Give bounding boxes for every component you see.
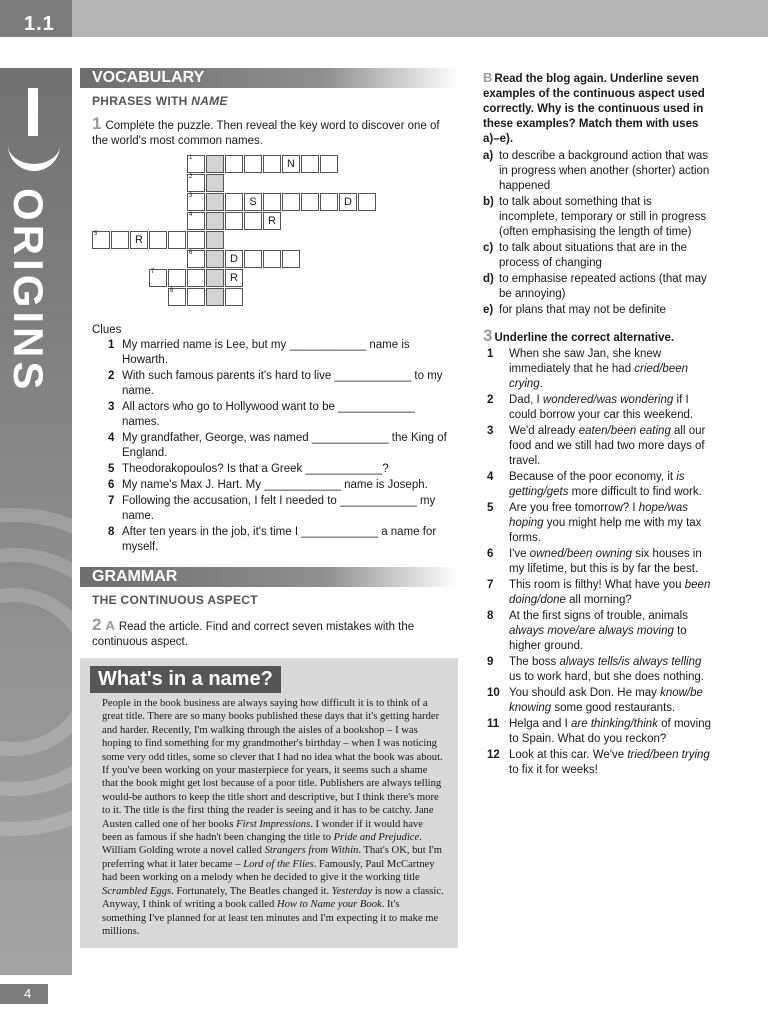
clue-number: 4 <box>189 212 193 218</box>
alternatives[interactable]: wondered/was wondering <box>542 394 674 406</box>
item-text: We'd already eaten/been eating all our food and we still had two more days of travel. <box>509 425 706 467</box>
puzzle-cell <box>168 231 186 249</box>
clue-number: 3 <box>189 193 193 199</box>
puzzle-cell <box>225 250 243 268</box>
given-letter: D <box>230 253 238 265</box>
use-letter: c) <box>483 242 494 254</box>
puzzle-cell <box>282 155 300 173</box>
puzzle-cell <box>263 212 281 230</box>
exercise-3-item <box>483 501 713 546</box>
use-letter: b) <box>483 196 494 208</box>
given-letter: R <box>135 234 143 246</box>
puzzle-cell <box>263 193 281 211</box>
item-text: This room is filthy! What have you been doing/done all morning? <box>509 579 711 606</box>
clue-number: 1 <box>189 155 193 161</box>
use-item <box>483 241 713 271</box>
grammar-subheading: THE CONTINUOUS ASPECT <box>92 593 258 607</box>
item-number: 8 <box>487 610 494 622</box>
alternatives[interactable]: tried/been trying <box>627 749 710 761</box>
item-number: 5 <box>487 502 494 514</box>
left-column <box>80 68 458 948</box>
key-word-cell <box>206 269 224 287</box>
article-title: What's in a name? <box>90 666 281 693</box>
key-word-cell <box>206 155 224 173</box>
crossword-puzzle <box>80 155 458 312</box>
item-number: 4 <box>487 471 494 483</box>
use-item <box>483 272 713 302</box>
item-number: 7 <box>487 579 494 591</box>
alternatives[interactable]: been doing/done <box>509 579 711 606</box>
puzzle-cell <box>320 155 338 173</box>
clue-text: Theodorakopoulos? Is that a Greek ____________? <box>122 463 389 475</box>
puzzle-cell <box>244 212 262 230</box>
key-word-cell <box>206 250 224 268</box>
clue-item <box>108 462 458 477</box>
clue-item <box>108 478 458 493</box>
item-text: At the first signs of trouble, animals always move/are always moving to higher ground. <box>509 610 688 652</box>
puzzle-cell <box>168 288 186 306</box>
article-box <box>80 658 458 948</box>
clue-number: 5 <box>108 463 115 475</box>
puzzle-cell <box>187 193 205 211</box>
exercise-3-instruction: 3 Underline the correct alternative. <box>483 326 675 345</box>
puzzle-cell <box>263 155 281 173</box>
clue-number: 7 <box>108 495 115 507</box>
exercise-3-item <box>483 393 713 423</box>
clue-number: 6 <box>189 250 193 256</box>
clue-number: 6 <box>108 479 115 491</box>
exercise-2a-instruction: 2 A Read the article. Find and correct seven mistakes with the continuous aspect. <box>92 615 415 648</box>
clue-number: 8 <box>170 288 174 294</box>
item-number: 1 <box>487 348 494 360</box>
vocabulary-subheading: PHRASES WITH NAME <box>92 94 228 108</box>
puzzle-cell <box>320 193 338 211</box>
given-letter: R <box>268 215 276 227</box>
clue-number: 7 <box>151 269 155 275</box>
clue-text: My grandfather, George, was named ____________ the King of England. <box>122 432 447 459</box>
article-body: People in the book business are always saying how difficult it is to think of a great title. There are so many books published these days that it's getting harder and harder. Recently, I'm walking through the aisles of a bookshop – I was hoping to find something for my grandmother's birthday – when I was noticing some very odd titles, some so clever that I had no idea what the book was about. If you've been working on your masterpiece for years, it seems such a shame that the book might get lost because of a poor title. Publishers are always telling would-be authors to keep the title short and descriptive, but I think there's more to it. The title is the first thing the reader is seeing and it has to be catchy. Jane Austen called one of her books First Impressions. I wonder if it would have been as famous if she hadn't been changing the title to Pride and Prejudice. William Golding wrote a novel called Strangers from Within. That's OK, but I'm preferring what it later became – Lord of the Flies. Famously, Paul McCartney had been working on a melody when he decided to give it the working title Scrambled Eggs. Fortunately, The Beatles changed it. Yesterday is now a classic. Anyway, I think of writing a book called How to Name your Book. It's something I've planned for at least ten minutes and I'm expecting it to make me millions. <box>102 698 444 937</box>
clues-list <box>80 338 458 555</box>
exercise-1-instruction: 1 Complete the puzzle. Then reveal the key word to discover one of the world's most common names. <box>92 114 440 147</box>
clues-title: Clues <box>92 324 122 336</box>
alternatives[interactable]: are thinking/think <box>571 718 658 730</box>
use-item <box>483 303 713 318</box>
given-letter: N <box>287 158 295 170</box>
item-number: 9 <box>487 656 494 668</box>
item-text: Are you free tomorrow? I hope/was hoping you might help me with my tax forms. <box>509 502 702 544</box>
unit-label: 1.1 <box>24 13 55 35</box>
clue-item <box>108 400 458 430</box>
puzzle-cell <box>187 288 205 306</box>
clue-text: After ten years in the job, it's time I ____________ a name for myself. <box>122 526 437 553</box>
puzzle-cell <box>187 155 205 173</box>
clue-text: Following the accusation, I felt I needed to ____________ my name. <box>122 495 436 522</box>
item-number: 2 <box>487 394 494 406</box>
puzzle-cell <box>187 269 205 287</box>
clue-number: 2 <box>108 370 115 382</box>
puzzle-cell <box>168 269 186 287</box>
puzzle-cell <box>244 250 262 268</box>
unit-title: ORIGINS <box>5 188 52 394</box>
use-letter: e) <box>483 304 494 316</box>
clue-item <box>108 431 458 461</box>
vocabulary-heading: VOCABULARY <box>80 68 458 88</box>
puzzle-cell <box>187 231 205 249</box>
use-text: to talk about something that is incomplete, temporary or still in progress (often emphasising the length of time) <box>499 196 707 238</box>
exercise-3-item <box>483 470 713 500</box>
clue-text: All actors who go to Hollywood want to be ____________ names. <box>122 401 415 428</box>
clue-item <box>108 525 458 555</box>
item-text: Dad, I wondered/was wondering if I could borrow your car this weekend. <box>509 394 694 421</box>
use-item <box>483 195 713 240</box>
clue-number: 5 <box>94 231 98 237</box>
alternatives[interactable]: always tells/is always telling <box>559 656 702 668</box>
puzzle-cell <box>111 231 129 249</box>
puzzle-cell <box>225 155 243 173</box>
alternatives[interactable]: owned/been owning <box>529 548 633 560</box>
item-text: Look at this car. We've tried/been trying to fix it for weeks! <box>509 749 710 776</box>
alternatives[interactable]: is getting/gets <box>509 471 685 498</box>
decorative-ring <box>0 588 72 756</box>
right-column <box>483 70 713 778</box>
exercise-3-item <box>483 547 713 577</box>
uses-list <box>483 149 713 318</box>
puzzle-cell <box>225 193 243 211</box>
puzzle-cell <box>130 231 148 249</box>
puzzle-cell <box>225 212 243 230</box>
clue-number: 2 <box>189 174 193 180</box>
puzzle-cell <box>282 250 300 268</box>
alternatives[interactable]: cried/been crying <box>509 363 689 390</box>
item-number: 11 <box>487 718 500 730</box>
item-text: You should ask Don. He may know/be knowing some good restaurants. <box>509 687 703 714</box>
item-text: When she saw Jan, she knew immediately that he had cried/been crying. <box>509 348 689 390</box>
item-number: 12 <box>487 749 500 761</box>
use-text: to emphasise repeated actions (that may be annoying) <box>499 273 707 300</box>
puzzle-cell <box>225 288 243 306</box>
top-bar <box>0 0 768 37</box>
clue-text: With such famous parents it's hard to live ____________ to my name. <box>122 370 443 397</box>
item-text: The boss always tells/is always telling us to work hard, but she does nothing. <box>509 656 704 683</box>
unit-tab <box>0 0 72 37</box>
alternatives[interactable]: know/be knowing <box>509 687 703 714</box>
item-text: I've owned/been owning six houses in my lifetime, but this is by far the best. <box>509 548 702 575</box>
exercise-3-item <box>483 686 713 716</box>
alternatives[interactable]: always move/are always moving <box>509 625 674 637</box>
exercise-3-item <box>483 609 713 654</box>
puzzle-cell <box>149 231 167 249</box>
clue-item <box>108 494 458 524</box>
item-number: 3 <box>487 425 494 437</box>
alternatives[interactable]: eaten/been eating <box>578 425 671 437</box>
puzzle-cell <box>187 212 205 230</box>
key-word-cell <box>206 288 224 306</box>
grammar-heading: GRAMMAR <box>80 567 458 587</box>
key-word-cell <box>206 193 224 211</box>
clue-number: 8 <box>108 526 115 538</box>
clue-number: 4 <box>108 432 115 444</box>
puzzle-cell <box>358 193 376 211</box>
clue-text: My name's Max J. Hart. My ____________ name is Joseph. <box>122 479 428 491</box>
key-word-cell <box>206 212 224 230</box>
clue-number: 3 <box>108 401 115 413</box>
puzzle-cell <box>187 174 205 192</box>
clue-text: My married name is Lee, but my ____________ name is Howarth. <box>122 339 410 366</box>
key-word-cell <box>206 174 224 192</box>
exercise-3-item <box>483 578 713 608</box>
puzzle-cell <box>301 155 319 173</box>
alternatives[interactable]: hope/was hoping <box>509 502 688 529</box>
puzzle-cell <box>282 193 300 211</box>
item-number: 10 <box>487 687 500 699</box>
given-letter: D <box>344 196 352 208</box>
exercise-3-item <box>483 424 713 469</box>
exercise-3-item <box>483 748 713 778</box>
exercise-3-item <box>483 717 713 747</box>
use-text: for plans that may not be definite <box>499 304 666 316</box>
use-text: to describe a background action that was in progress when another (shorter) action happened <box>499 150 710 192</box>
smile-logo-icon <box>8 124 60 171</box>
use-text: to talk about situations that are in the process of changing <box>499 242 687 269</box>
item-text: Because of the poor economy, it is getting/gets more difficult to find work. <box>509 471 702 498</box>
puzzle-cell <box>301 193 319 211</box>
puzzle-cell <box>339 193 357 211</box>
puzzle-cell <box>187 250 205 268</box>
clue-item <box>108 369 458 399</box>
puzzle-cell <box>225 269 243 287</box>
unit-sidebar <box>0 68 72 975</box>
puzzle-cell <box>263 250 281 268</box>
puzzle-cell <box>149 269 167 287</box>
exercise-3-item <box>483 347 713 392</box>
clue-item <box>108 338 458 368</box>
given-letter: S <box>249 196 257 208</box>
page-number: 4 <box>24 986 32 1001</box>
page-number-tab <box>0 984 48 1004</box>
puzzle-cell <box>92 231 110 249</box>
exercise-2b-instruction: B Read the blog again. Underline seven examples of the continuous aspect used correctly. Why is the continuous used in these examples? Match them with uses a)–e). <box>483 70 705 145</box>
given-letter: R <box>230 272 238 284</box>
key-word-cell <box>206 231 224 249</box>
item-number: 6 <box>487 548 494 560</box>
puzzle-cell <box>244 193 262 211</box>
use-letter: d) <box>483 273 494 285</box>
puzzle-cell <box>244 155 262 173</box>
exercise-3-list <box>483 347 713 778</box>
use-item <box>483 149 713 194</box>
clue-number: 1 <box>108 339 115 351</box>
use-letter: a) <box>483 150 494 162</box>
item-text: Helga and I are thinking/think of moving to Spain. What do you reckon? <box>509 718 712 745</box>
exercise-3-item <box>483 655 713 685</box>
